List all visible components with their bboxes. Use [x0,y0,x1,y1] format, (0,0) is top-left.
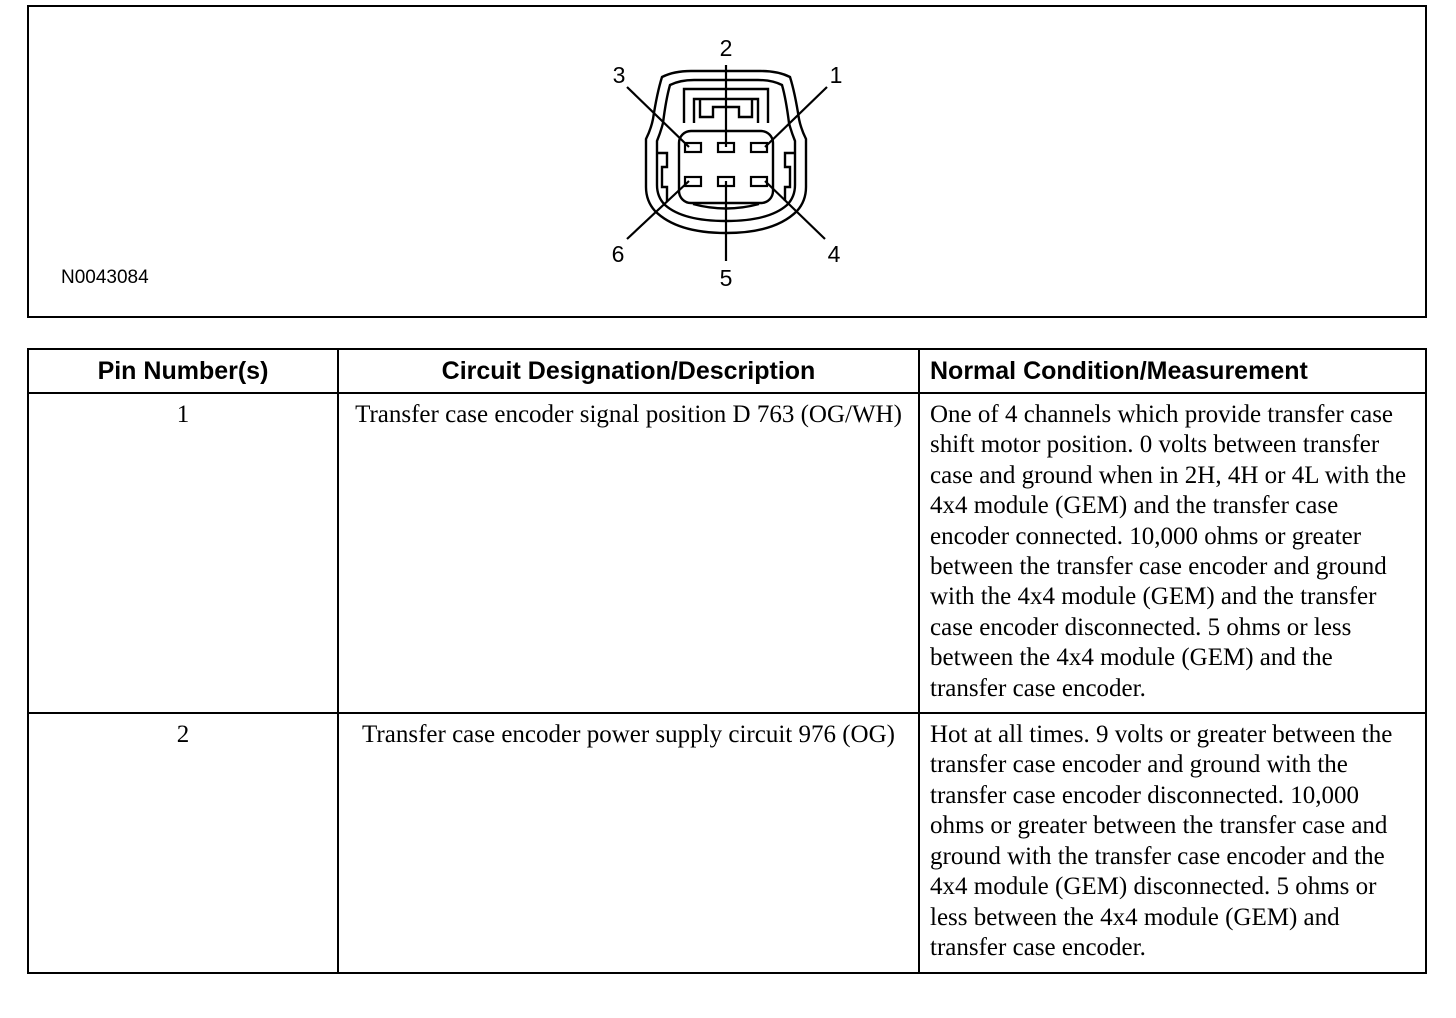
table-header-row [28,349,1426,393]
header-circuit-description: Circuit Designation/Description [338,349,919,393]
header-normal-condition: Normal Condition/Measurement [919,349,1426,393]
cell-circuit: Transfer case encoder power supply circuit 976 (OG) [338,713,919,973]
figure-id: N0043084 [61,267,149,288]
pin-label-1: 1 [829,62,843,88]
pin-label-3: 3 [612,62,626,88]
terminal-1 [751,143,767,152]
pin-label-2: 2 [719,35,733,61]
connector-diagram [29,7,1425,316]
pin-label-6: 6 [611,241,625,267]
cell-normal-condition: Hot at all times. 9 volts or greater between the transfer case encoder and ground with the transfer case encoder disconnected. 10,000 ohms or greater between the transfer case and ground with the transfer case encoder and the 4x4 module (GEM) disconnected. 5 ohms or less between the 4x4 module (GEM) and transfer case encoder. [919,713,1426,973]
table-row [28,393,1426,713]
header-pin-number: Pin Number(s) [28,349,338,393]
pin-table [27,348,1427,974]
cell-circuit: Transfer case encoder signal position D 763 (OG/WH) [338,393,919,713]
pin-label-5: 5 [719,265,733,291]
cell-pin: 2 [28,713,338,973]
cell-pin: 1 [28,393,338,713]
table-row [28,713,1426,973]
pin-label-4: 4 [827,241,841,267]
connector-figure [27,5,1427,318]
cell-normal-condition: One of 4 channels which provide transfer case shift motor position. 0 volts between transfer case and ground when in 2H, 4H or 4L with the 4x4 module (GEM) and the transfer case encoder connected. 10,000 ohms or greater between the transfer case encoder and ground with the 4x4 module (GEM) and the transfer case encoder disconnected. 5 ohms or less between the 4x4 module (GEM) and the transfer case encoder. [919,393,1426,713]
